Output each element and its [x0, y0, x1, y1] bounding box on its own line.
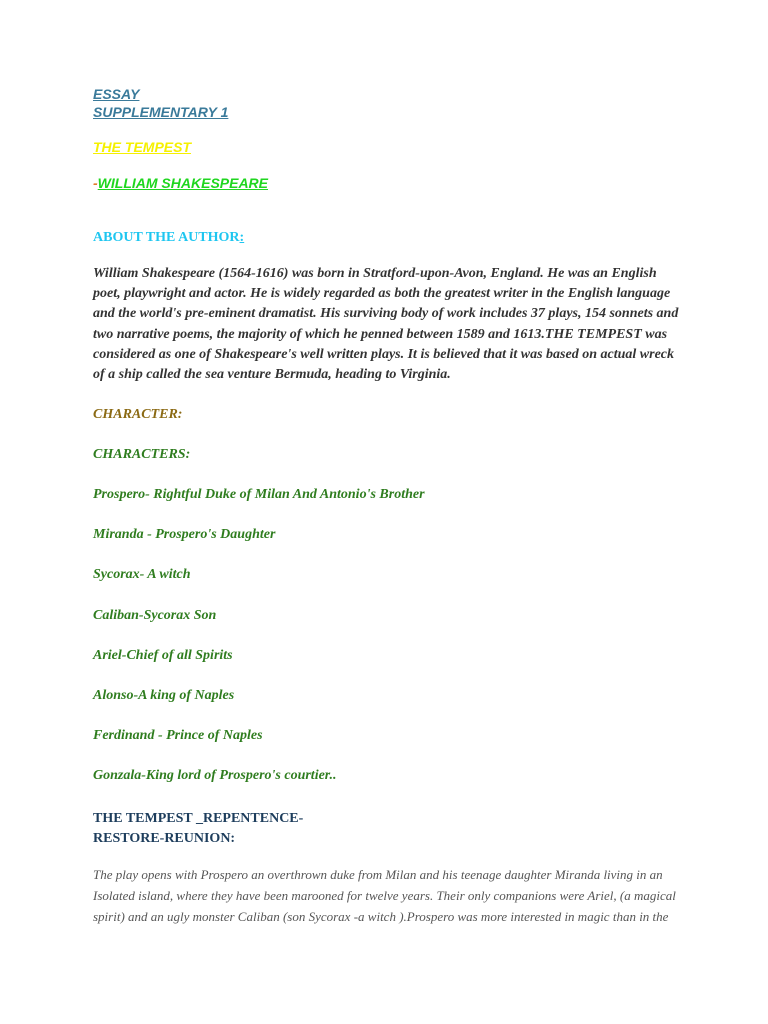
section-heading-line-1: THE TEMPEST _REPENTENCE- [93, 811, 304, 826]
character-item: Ferdinand - Prince of Naples [93, 728, 263, 743]
character-item: Prospero- Rightful Duke of Milan And Antonio's Brother [93, 487, 425, 502]
section-heading [93, 809, 303, 849]
character-item: Gonzala-King lord of Prospero's courtier.. [93, 768, 337, 783]
supplementary-label: SUPPLEMENTARY 1 [93, 104, 229, 120]
author-line [93, 175, 268, 191]
play-title: THE TEMPEST [93, 139, 192, 155]
plot-paragraph: The play opens with Prospero an overthrown duke from Milan and his teenage daughter Miranda living in an Isolated island, where they have been marooned for twelve years. Their only companions were Ariel, (a magical spirit) and an ugly monster Caliban (son Sycorax -a witch ).Prospero was more interested in magic than in the [93, 867, 676, 924]
author-biography: William Shakespeare (1564-1616) was born in Stratford-upon-Avon, England. He was an English poet, playwright and actor. He is widely regarded as both the greatest writer in the English language and the world's pre-eminent dramatist. His surviving body of work includes 37 plays, 154 sonnets and two narrative poems, the majority of which he penned between 1589 and 1613.THE TEMPEST was considered as one of Shakespeare's well written plays. It is believed that it was based on actual wreck of a ship called the sea venture Bermuda, heading to Virginia. [93, 266, 679, 383]
about-author-heading [93, 230, 244, 246]
character-item: Ariel-Chief of all Spirits [93, 648, 233, 663]
about-author-colon: : [239, 230, 245, 245]
character-item: Sycorax- A witch [93, 567, 191, 582]
section-heading-line-2: RESTORE-REUNION: [93, 831, 236, 846]
character-item: Alonso-A king of Naples [93, 688, 235, 703]
character-item: Caliban-Sycorax Son [93, 608, 217, 623]
about-author-heading-text: ABOUT THE AUTHOR [93, 230, 240, 245]
author-dash: - [93, 175, 98, 191]
author-name: WILLIAM SHAKESPEARE [97, 175, 269, 191]
characters-heading: CHARACTERS: [93, 447, 191, 462]
character-item: Miranda - Prospero's Daughter [93, 527, 276, 542]
essay-label: ESSAY [93, 86, 140, 102]
character-heading: CHARACTER: [93, 407, 183, 422]
